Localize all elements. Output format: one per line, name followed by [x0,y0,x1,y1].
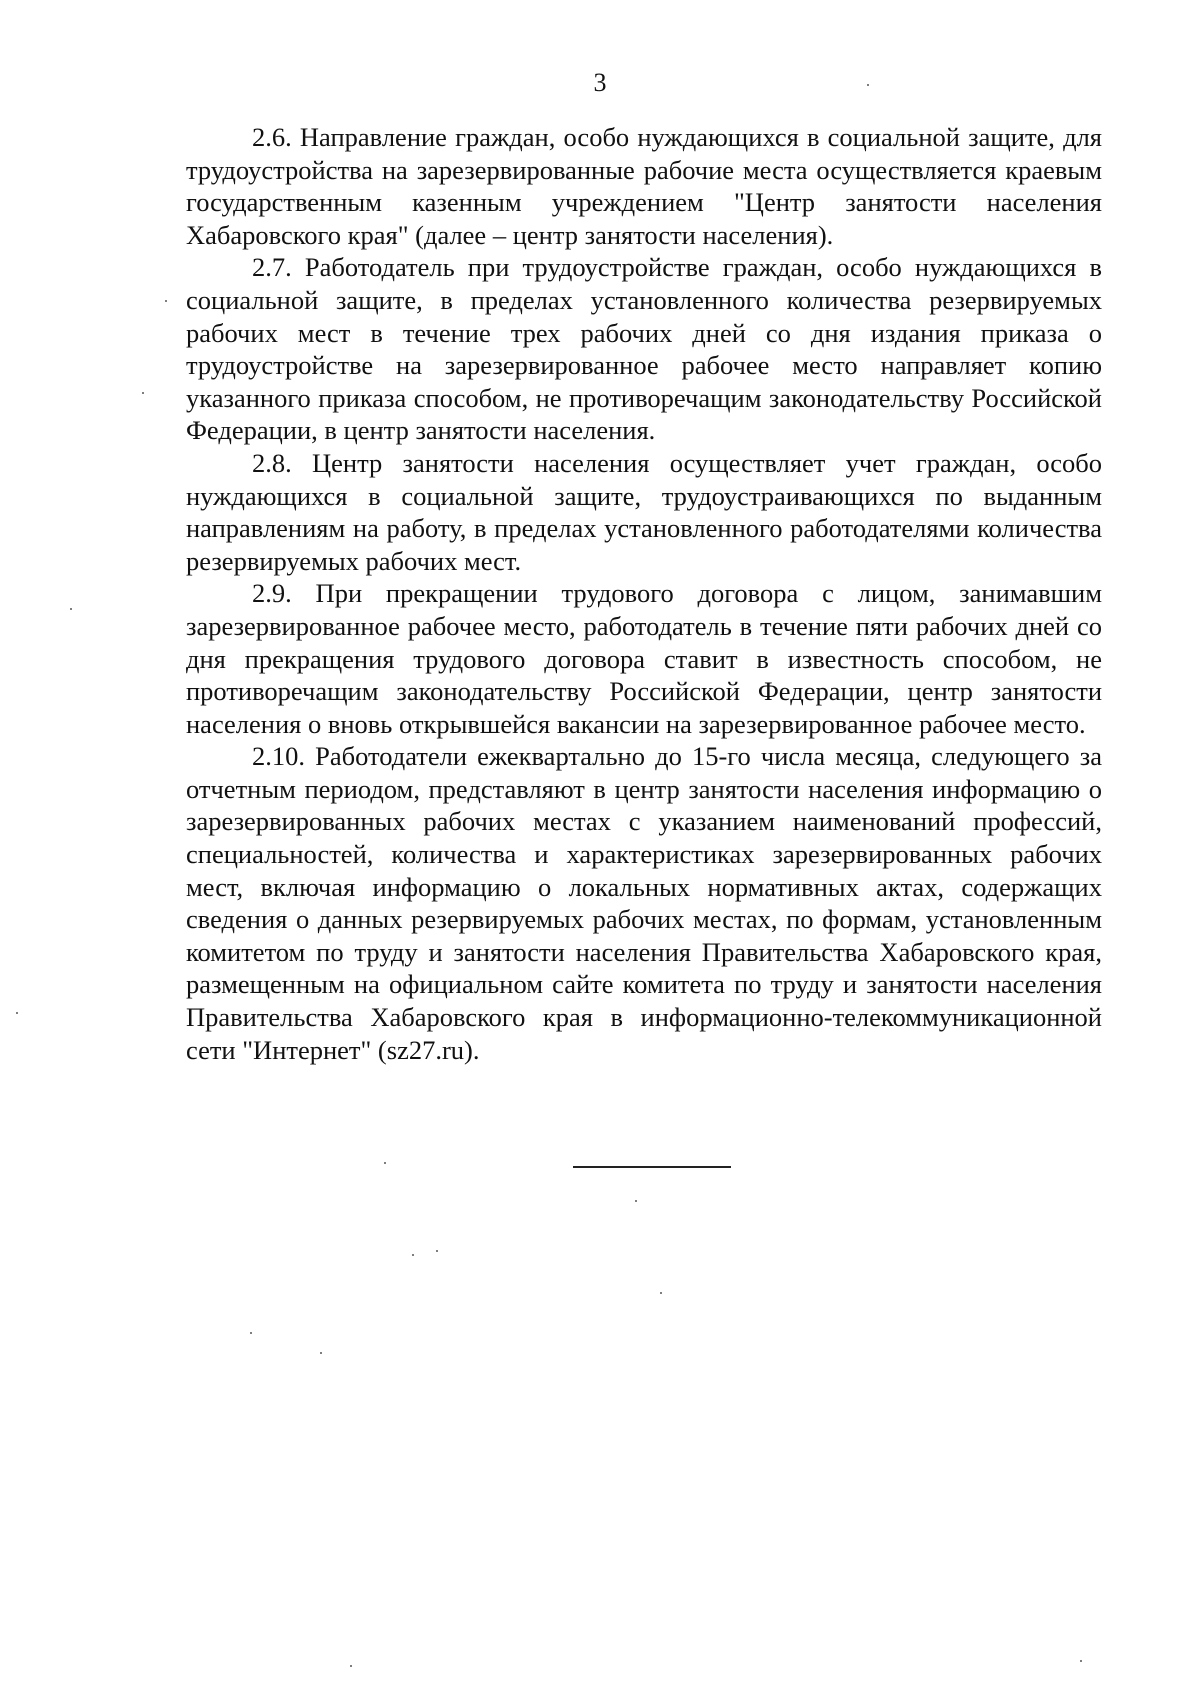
paragraph-2-6: 2.6. Направление граждан, особо нуждающихся в социальной защите, для трудоустройства на зарезервированные рабочие места осуществляется краевым государственным казенным учреждением "Центр занятости населения Хабаровского края" (далее – центр занятости населения). [186,122,1102,250]
scan-speck [436,1250,438,1252]
scan-speck [165,300,167,302]
scan-speck [320,1352,322,1354]
end-of-document-rule [573,1166,731,1168]
paragraph-2-10: 2.10. Работодатели ежеквартально до 15-го числа месяца, следующего за отчетным периодом, представляют в центр занятости населения информацию о зарезервированных рабочих местах с указанием наименований профессий, специальностей, количества и характеристиках зарезервированных рабочих мест, включая информацию о локальных нормативных актах, содержащих сведения о данных резервируемых рабочих местах, по формам, установленным комитетом по труду и занятости населения Правительства Хабаровского края, размещенным на официальном сайте комитета по труду и занятости населения Правительства Хабаровского края в информационно-телекоммуникационной сети "Интернет" (sz27.ru). [186,741,1102,1065]
scan-speck [1080,1660,1082,1662]
scan-speck [412,1254,414,1256]
page-number: 3 [593,68,607,97]
paragraph-2-7: 2.7. Работодатель при трудоустройстве граждан, особо нуждающихся в социальной защите, в пределах установленного количества резервируемых рабочих мест в течение трех рабочих дней со дня издания приказа о трудоустройстве на зарезервированное рабочее место направляет копию указанного приказа способом, не противоречащим законодательству Российской Федерации, в центр занятости населения. [186,252,1102,446]
paragraph-2-8: 2.8. Центр занятости населения осуществляет учет граждан, особо нуждающихся в социальной защите, трудоустраивающихся по выданным направлениям на работу, в пределах установленного работодателями количества резервируемых рабочих мест. [186,447,1102,576]
scan-speck [660,1292,662,1294]
scan-speck [142,392,144,394]
document-body [186,121,1102,1066]
scan-speck [867,84,869,86]
scan-speck [350,1665,352,1667]
scan-speck [250,1332,252,1334]
scan-speck [384,1162,386,1164]
paragraph-2-9: 2.9. При прекращении трудового договора с лицом, занимавшим зарезервированное рабочее место, работодатель в течение пяти рабочих дней со дня прекращения трудового договора ставит в известность способом, не противоречащим законодательству Российской Федерации, центр занятости населения о вновь открывшейся вакансии на зарезервированное рабочее место. [186,578,1102,739]
scan-speck [16,1012,18,1014]
scan-speck [635,1200,637,1202]
scan-speck [70,608,72,610]
